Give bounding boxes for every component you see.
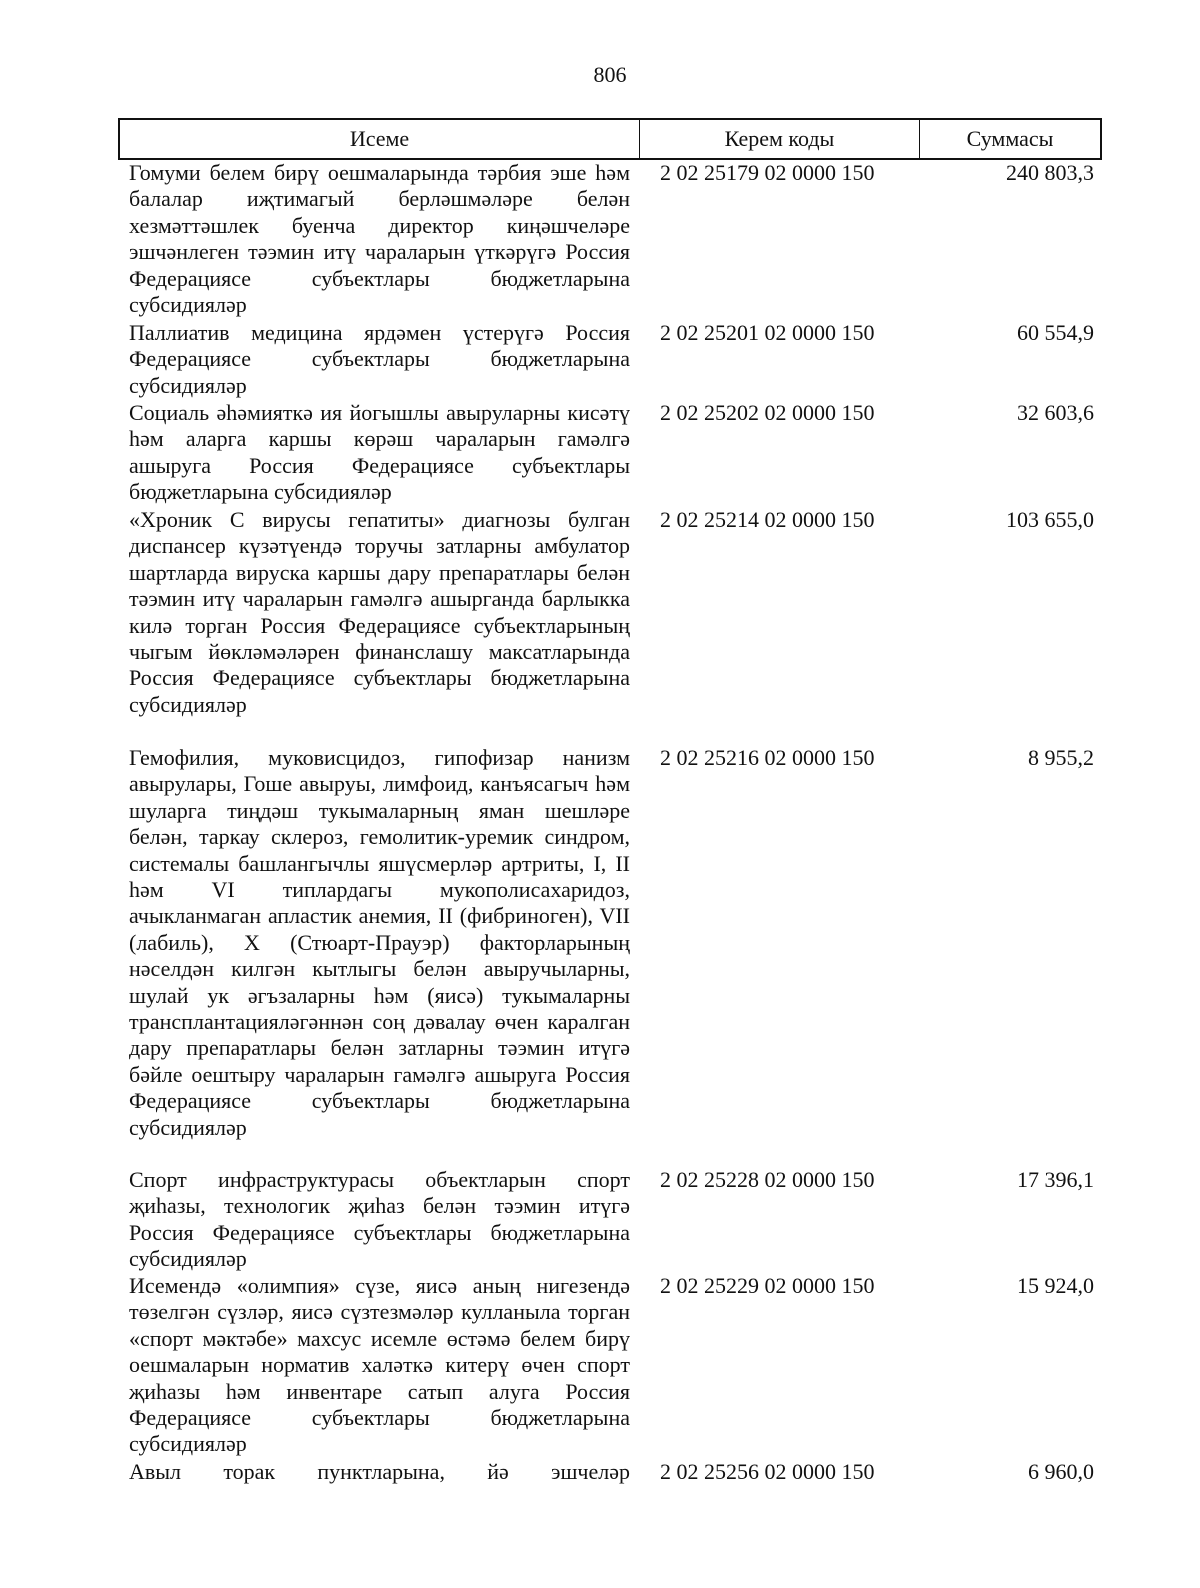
table-row [0,745,1200,1167]
row-sum: 240 803,3 [1006,160,1094,185]
row-code: 2 02 25201 02 0000 150 [660,320,875,345]
row-name: Гемофилия, муковисцидоз, гипофизар нанизм авырулары, Гоше авыруы, лимфоид, канъясагыч һәм шуларга тиңдәш тукымаларның яман шешләре белән, таркау склероз, гемолитик-уремик синдром, системалы башлангычлы яшүсмерләр артриты, I, II һәм VI типлардагы мукополисахаридоз, ачыкланмаган апластик анемия, II (фибриноген), VII (лабиль), X (Стюарт-Прауэр) факторларының нәселдән килгән кытлыгы белән авыручыларны, шулай ук әгъзаларны һәм (яисә) тукымаларны трансплантацияләгәннән соң дәвалау өчен каралган дару препаратлары белән затларны тәэмин итүгә бәйле оештыру чараларын гамәлгә ашыруга Россия Федерациясе субъектлары бюджетларына субсидияләр [129,745,630,1140]
table-body [0,160,1200,1499]
row-sum: 32 603,6 [1017,400,1094,425]
row-sum: 15 924,0 [1017,1273,1094,1298]
row-code: 2 02 25202 02 0000 150 [660,400,875,425]
header-code: Керем коды [640,120,920,158]
row-name: «Хроник С вирусы гепатиты» диагнозы булган диспансер күзәтүендә торучы затларны амбулатор шартларда вируска каршы дару препаратлары белән тәэмин итү чараларын гамәлгә ашырганда барлыкка килә торган Россия Федерациясе субъектларының чыгым йөкләмәләрен финанслашу максатларында Россия Федерациясе субъектлары бюджетларына субсидияләр [129,507,630,717]
row-code: 2 02 25229 02 0000 150 [660,1273,875,1298]
table-header [118,118,1102,160]
row-sum: 6 960,0 [1028,1459,1094,1484]
row-name: Исемендә «олимпия» сүзе, яисә аның нигезендә төзелгән сүзләр, яисә сүзтезмәләр кулланыла торган «спорт мәктәбе» махсус исемле өстәмә белем бирү оешмаларын норматив халәткә китерү өчен спорт җиһазы һәм инвентаре сатып алуга Россия Федерациясе субъектлары бюджетларына субсидияләр [129,1273,630,1457]
header-name: Исеме [120,120,640,158]
table-row [0,1459,1200,1499]
row-sum: 8 955,2 [1028,745,1094,770]
row-code: 2 02 25214 02 0000 150 [660,507,875,532]
table-row [0,1167,1200,1273]
table-row [0,400,1200,507]
row-name: Авыл торак пунктларына, йә эшчеләр [129,1459,630,1484]
row-name: Паллиатив медицина ярдәмен үстерүгә Россия Федерациясе субъектлары бюджетларына субсидияләр [129,320,630,398]
table-row [0,160,1200,320]
row-sum: 17 396,1 [1017,1167,1094,1192]
row-name: Социаль әһәмияткә ия йогышлы авыруларны кисәтү һәм аларга каршы көрәш чараларын гамәлгә ашыруга Россия Федерациясе субъектлары бюджетларына субсидияләр [129,400,630,505]
table-row [0,1273,1200,1459]
row-sum: 60 554,9 [1017,320,1094,345]
row-name: Спорт инфраструктурасы объектларын спорт җиһазы, технологик җиһаз белән тәэмин итүгә Россия Федерациясе субъектлары бюджетларына субсидияләр [129,1167,630,1272]
page-number: 806 [593,62,627,87]
row-sum: 103 655,0 [1006,507,1094,532]
table-row [0,507,1200,745]
row-name: Гомуми белем бирү оешмаларында тәрбия эше һәм балалар иҗтимагый берләшмәләре белән хезмәттәшлек буенча директор киңәшчеләре эшчәнлеген тәэмин итү чараларын үткәрүгә Россия Федерациясе субъектлары бюджетларына субсидияләр [129,160,630,318]
row-code: 2 02 25216 02 0000 150 [660,745,875,770]
row-code: 2 02 25256 02 0000 150 [660,1459,875,1484]
table-row [0,320,1200,400]
header-sum: Суммасы [966,126,1054,151]
row-code: 2 02 25179 02 0000 150 [660,160,875,185]
row-code: 2 02 25228 02 0000 150 [660,1167,875,1192]
